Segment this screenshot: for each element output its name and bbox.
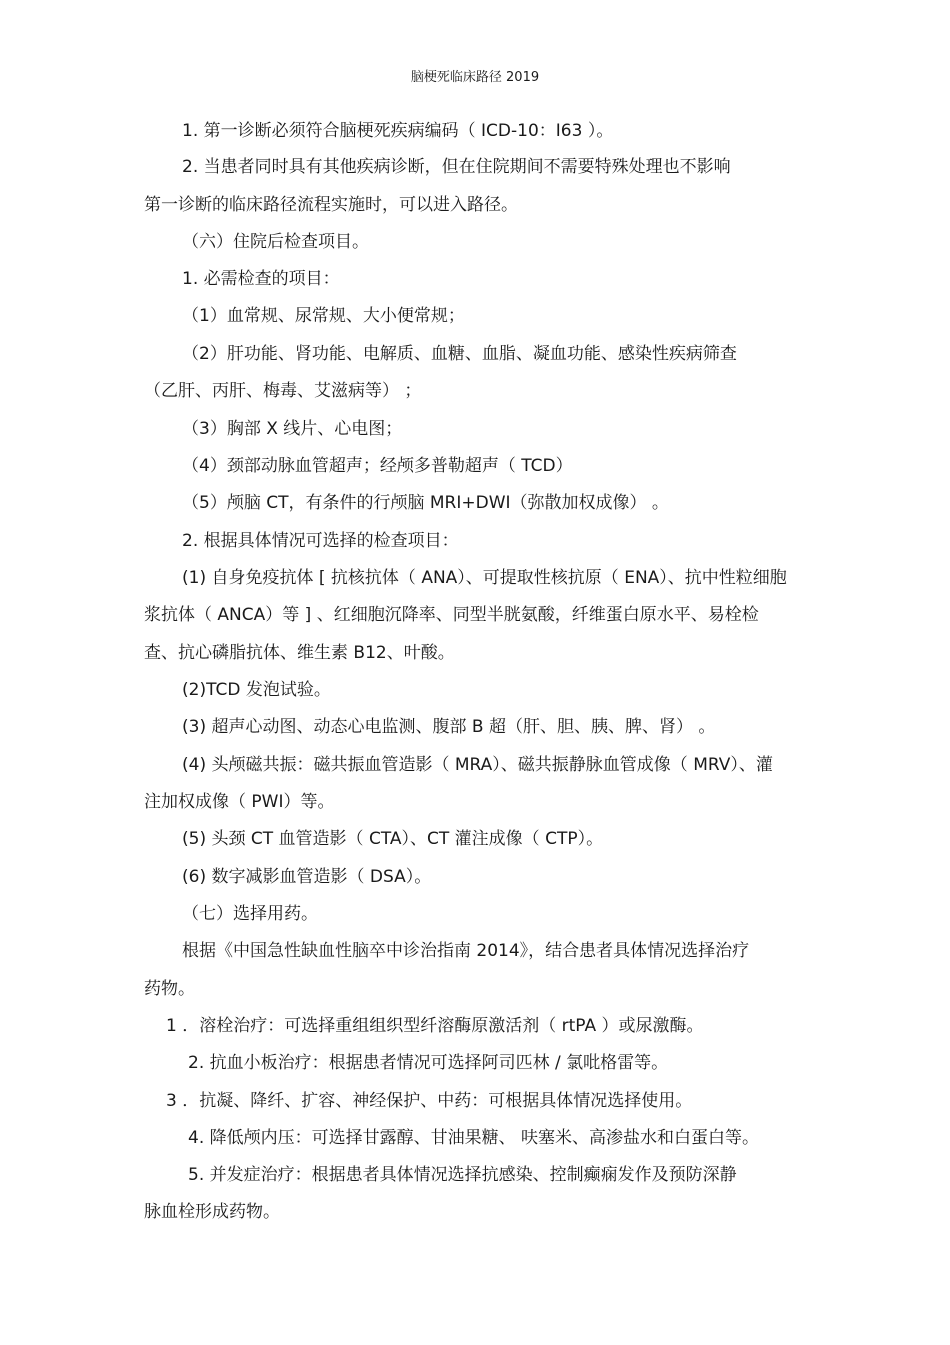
line-1: 1. 第一诊断必须符合脑梗死疾病编码（ ICD-10：I63 ）。 — [182, 121, 614, 141]
line-24: 药物。 — [144, 979, 195, 999]
line-9: （3）胸部 X 线片、心电图； — [182, 419, 403, 439]
line-20: (5) 头颈 CT 血管造影（ CTA）、CT 灌注成像（ CTP）。 — [182, 829, 604, 849]
section-heading-6: （六）住院后检查项目。 — [182, 232, 369, 252]
line-13: (1) 自身免疫抗体 [ 抗核抗体（ ANA）、可提取性核抗原（ ENA）、抗中性粒细胞 — [182, 568, 787, 588]
line-21: (6) 数字减影血管造影（ DSA）。 — [182, 867, 432, 887]
page-header: 脑梗死临床路径 2019 — [410, 70, 540, 85]
line-6: （1）血常规、尿常规、大小便常规； — [182, 306, 465, 326]
line-5: 1. 必需检查的项目： — [182, 269, 340, 289]
line-8: （乙肝、丙肝、梅毒、艾滋病等） ； — [144, 381, 422, 401]
line-23: 根据《中国急性缺血性脑卒中诊治指南 2014》，结合患者具体情况选择治疗 — [182, 941, 750, 961]
line-27: 3 ．抗凝、降纤、扩容、神经保护、中药：可根据具体情况选择使用。 — [166, 1091, 693, 1111]
line-17: (3) 超声心动图、动态心电监测、腹部 B 超（肝、胆、胰、脾、肾） 。 — [182, 717, 716, 737]
line-16: (2)TCD 发泡试验。 — [182, 680, 331, 700]
line-30: 脉血栓形成药物。 — [144, 1202, 280, 1222]
line-10: （4）颈部动脉血管超声；经颅多普勒超声（ TCD） — [182, 456, 573, 476]
line-14: 浆抗体（ ANCA）等 ] 、红细胞沉降率、同型半胱氨酸，纤维蛋白原水平、易栓检 — [144, 605, 759, 625]
line-29: 5. 并发症治疗：根据患者具体情况选择抗感染、控制癫痫发作及预防深静 — [188, 1165, 737, 1185]
line-12: 2. 根据具体情况可选择的检查项目： — [182, 531, 459, 551]
line-28: 4. 降低颅内压：可选择甘露醇、甘油果糖、 呋塞米、高渗盐水和白蛋白等。 — [188, 1128, 760, 1148]
line-26: 2. 抗血小板治疗：根据患者情况可选择阿司匹林 / 氯吡格雷等。 — [188, 1053, 669, 1073]
line-15: 查、抗心磷脂抗体、维生素 B12、叶酸。 — [144, 643, 455, 663]
line-19: 注加权成像（ PWI）等。 — [144, 792, 335, 812]
line-25: 1 ．溶栓治疗：可选择重组组织型纤溶酶原激活剂（ rtPA ）或尿激酶。 — [166, 1016, 704, 1036]
line-18: (4) 头颅磁共振：磁共振血管造影（ MRA）、磁共振静脉血管成像（ MRV）、灌 — [182, 755, 773, 775]
line-7: （2）肝功能、肾功能、电解质、血糖、血脂、凝血功能、感染性疾病筛查 — [182, 344, 737, 364]
line-11: （5）颅脑 CT，有条件的行颅脑 MRI+DWI（弥散加权成像） 。 — [182, 493, 669, 513]
line-2: 2. 当患者同时具有其他疾病诊断，但在住院期间不需要特殊处理也不影响 — [182, 157, 731, 177]
section-heading-7: （七）选择用药。 — [182, 904, 318, 924]
line-3: 第一诊断的临床路径流程实施时，可以进入路径。 — [144, 195, 518, 215]
